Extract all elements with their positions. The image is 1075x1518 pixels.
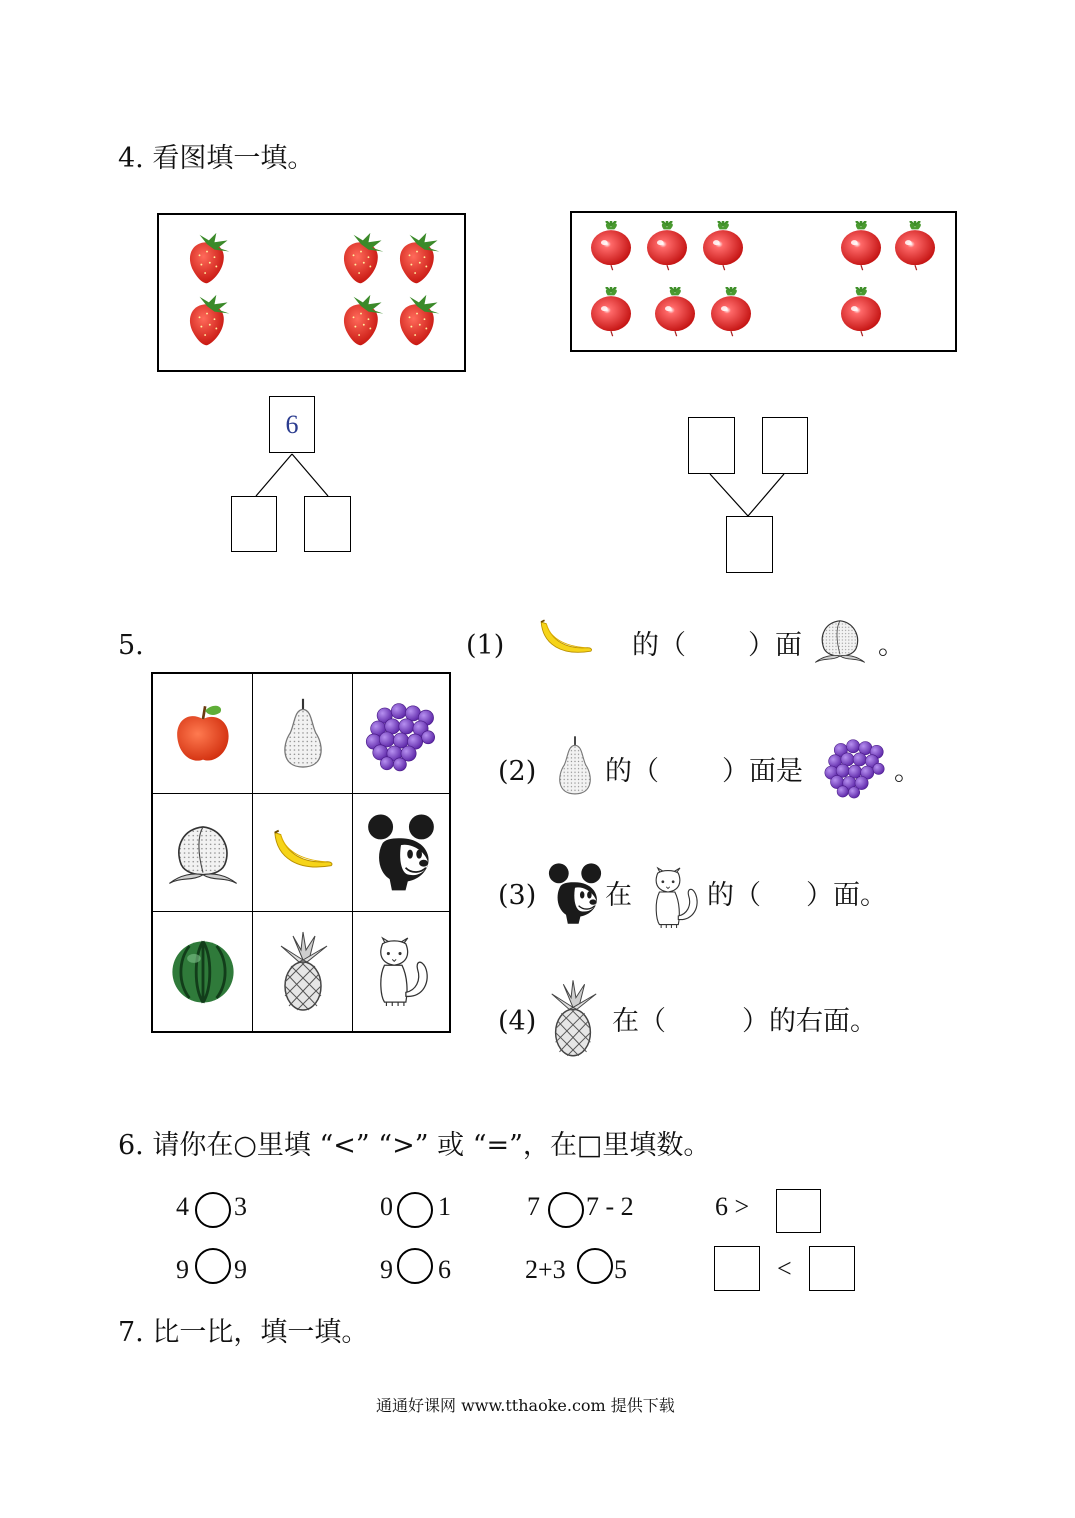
item-3-label: (3) [498,880,537,911]
compare-left-number: 4 [176,1192,189,1221]
fox-icon [644,860,704,936]
grape-icon [822,730,888,802]
item-3-text-mian: ）面。 [806,880,887,911]
answer-box[interactable] [714,1246,760,1291]
strawberry-picture [157,213,466,372]
banana-icon [536,612,596,668]
item-2-text-mianshi: ）面是 [722,756,803,787]
item-4-text-rightside: ）的右面。 [742,1006,877,1037]
compare-circle[interactable] [195,1248,231,1284]
strawberry-icon [179,293,235,349]
strawberry-icon [389,231,445,287]
radish-icon [706,287,756,337]
radish-picture [570,211,957,352]
compare-circle[interactable] [548,1192,584,1228]
page-footer: 通通好课网 www.tthaoke.com 提供下载 [376,1396,675,1415]
item-4-label: (4) [498,1006,537,1037]
answer-box[interactable] [726,516,773,573]
item-3-text-zai: 在 [605,880,632,911]
compare-right-number: 6 [438,1255,451,1284]
greater-than-expression: 6 > [715,1192,750,1221]
compare-left-number: 7 [527,1192,540,1221]
answer-box[interactable] [776,1189,821,1233]
pineapple-icon [273,929,333,1015]
question-6-heading: 6. 请你在○里填 “<” “>” 或 “=”，在□里填数。 [118,1130,711,1161]
item-2-text-de: 的（ [605,756,659,787]
mickey-icon [367,812,435,894]
pear-icon [548,726,602,806]
compare-circle[interactable] [397,1248,433,1284]
pineapple-icon [544,978,602,1060]
radish-icon [586,287,636,337]
compare-right-number: 1 [438,1192,451,1221]
grape-icon [363,694,439,774]
radish-icon [890,221,940,271]
question-4-heading: 4. 看图填一填。 [118,143,315,174]
compare-left-number: 9 [380,1255,393,1284]
radish-icon [650,287,700,337]
radish-icon [836,287,886,337]
tree-top-box [269,396,315,453]
answer-box[interactable] [688,417,735,474]
answer-box[interactable] [231,496,277,552]
item-2-label: (2) [498,756,537,787]
strawberry-icon [333,231,389,287]
strawberry-icon [179,231,235,287]
answer-box[interactable] [304,496,351,552]
item-1-text-mian: ）面 [748,630,802,661]
peach-icon [165,817,241,889]
compare-right-number: 9 [234,1255,247,1284]
banana-icon [269,825,337,881]
item-1-label: (1) [466,630,505,661]
radish-icon [586,221,636,271]
question-7-heading: 7. 比一比，填一填。 [118,1317,369,1348]
strawberry-icon [333,293,389,349]
compare-circle[interactable] [195,1192,231,1228]
compare-left-number: 9 [176,1255,189,1284]
question-5-number: 5. [118,630,144,661]
compare-right-expression: 7 - 2 [586,1192,634,1221]
compare-circle[interactable] [577,1248,613,1284]
compare-circle[interactable] [397,1192,433,1228]
strawberry-icon [389,293,445,349]
pear-icon [271,690,335,778]
radish-icon [698,221,748,271]
compare-left-expression: 2+3 [525,1255,566,1284]
less-than-sign: < [777,1254,792,1283]
answer-box[interactable] [809,1246,855,1291]
tree-top-number: 6 [285,409,299,439]
apple-icon [171,694,235,774]
compare-right-number: 5 [614,1255,627,1284]
compare-right-number: 3 [234,1192,247,1221]
radish-icon [642,221,692,271]
fruit-grid [151,672,451,1033]
item-1-period: 。 [878,630,905,661]
item-3-text-de: 的（ [707,880,761,911]
mickey-icon [548,856,602,932]
watermelon-icon [169,938,237,1006]
compare-left-number: 0 [380,1192,393,1221]
answer-box[interactable] [762,417,808,474]
fox-icon [367,936,435,1008]
item-2-period: 。 [894,756,921,787]
item-1-text-de: 的（ [632,630,686,661]
peach-icon [812,612,868,668]
item-4-text-zai: 在（ [612,1006,666,1037]
radish-icon [836,221,886,271]
